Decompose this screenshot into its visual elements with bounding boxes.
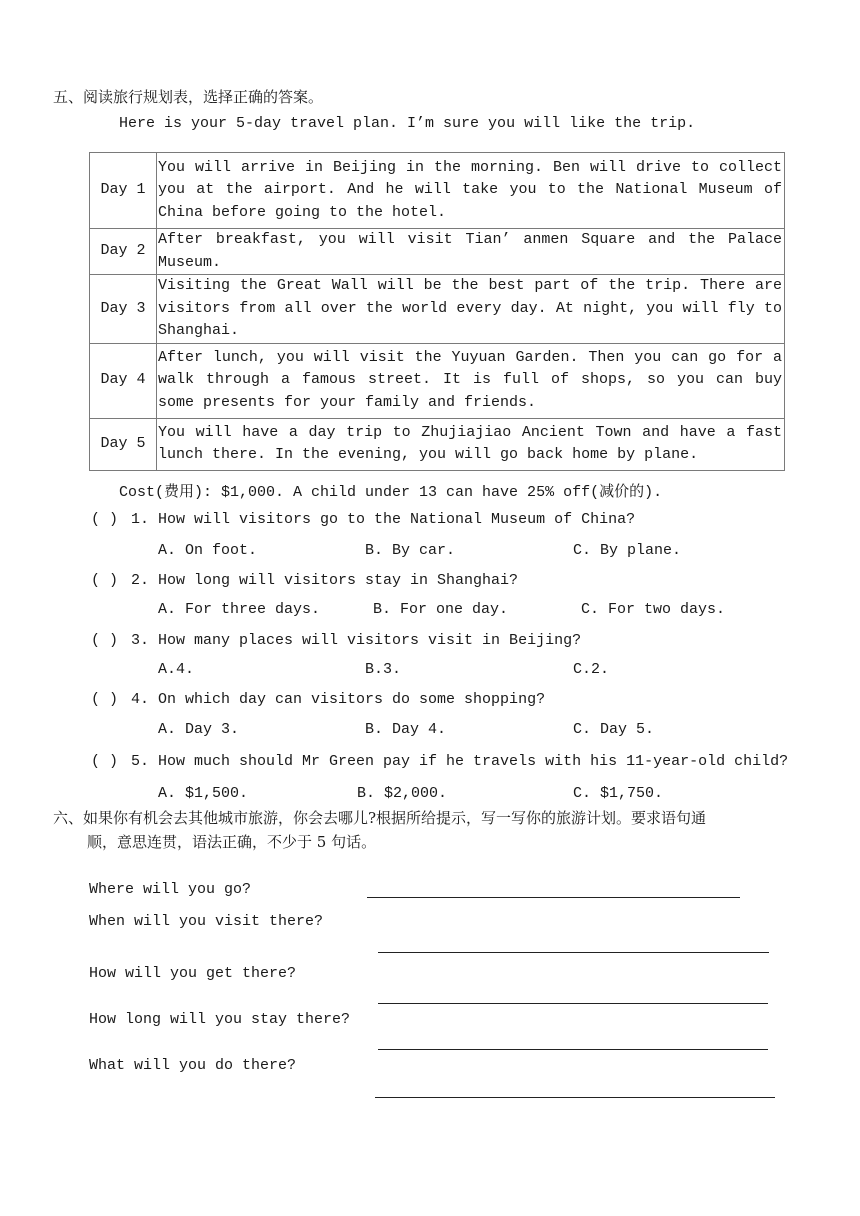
option-b: B. Day 4. <box>365 721 447 738</box>
table-row <box>90 343 785 418</box>
table-row <box>90 418 785 470</box>
option-b: B. By car. <box>365 542 456 559</box>
table-row <box>90 275 785 344</box>
cost-note: Cost(费用): $1,000. A child under 13 can have 25% off(减价的). <box>119 484 663 501</box>
option-a: A. $1,500. <box>158 785 249 802</box>
prompt-where: Where will you go? <box>89 881 252 898</box>
question-text: 1. How will visitors go to the National Museum of China? <box>131 511 636 528</box>
day-cell: Day 5 <box>90 418 157 470</box>
answer-paren[interactable]: ( ) <box>91 572 119 589</box>
option-b: B. $2,000. <box>357 785 448 802</box>
prompt-what: What will you do there? <box>89 1057 297 1074</box>
answer-line[interactable] <box>378 1049 768 1050</box>
option-a: A. For three days. <box>158 601 321 618</box>
plan-cell: Visiting the Great Wall will be the best part of the trip. There are visitors from all over the world every day. At night, you will fly to Shanghai. <box>157 275 785 344</box>
prompt-when: When will you visit there? <box>89 913 324 930</box>
answer-line[interactable] <box>378 1003 768 1004</box>
answer-paren[interactable]: ( ) <box>91 691 119 708</box>
answer-paren[interactable]: ( ) <box>91 632 119 649</box>
plan-cell: After breakfast, you will visit Tian’ anmen Square and the Palace Museum. <box>157 229 785 275</box>
question-text: 5. How much should Mr Green pay if he travels with his 11-year-old child? <box>131 753 789 770</box>
prompt-how: How will you get there? <box>89 965 297 982</box>
day-cell: Day 2 <box>90 229 157 275</box>
option-b: B.3. <box>365 661 402 678</box>
section6-heading-line1: 六、如果你有机会去其他城市旅游，你会去哪儿?根据所给提示，写一写你的旅游计划。要求语句通 <box>53 809 707 827</box>
option-b: B. For one day. <box>373 601 509 618</box>
option-c: C. For two days. <box>581 601 726 618</box>
section5-intro: Here is your 5-day travel plan. I’m sure you will like the trip. <box>119 115 696 132</box>
day-cell: Day 1 <box>90 153 157 229</box>
day-cell: Day 4 <box>90 343 157 418</box>
plan-cell: You will have a day trip to Zhujiajiao Ancient Town and have a fast lunch there. In the evening, you will go back home by plane. <box>157 418 785 470</box>
question-text: 2. How long will visitors stay in Shanghai? <box>131 572 519 589</box>
answer-paren[interactable]: ( ) <box>91 753 119 770</box>
answer-line[interactable] <box>367 897 740 898</box>
option-c: C. $1,750. <box>573 785 664 802</box>
option-c: C. By plane. <box>573 542 682 559</box>
section6-heading-line2: 顺，意思连贯，语法正确，不少于 5 句话。 <box>87 833 377 851</box>
option-a: A. Day 3. <box>158 721 240 738</box>
travel-plan-table <box>89 152 785 471</box>
plan-cell: After lunch, you will visit the Yuyuan Garden. Then you can go for a walk through a famous street. It is full of shops, so you can buy some presents for your family and friends. <box>157 343 785 418</box>
option-a: A. On foot. <box>158 542 258 559</box>
option-c: C.2. <box>573 661 610 678</box>
answer-line[interactable] <box>378 952 769 953</box>
question-text: 3. How many places will visitors visit in Beijing? <box>131 632 582 649</box>
option-a: A.4. <box>158 661 195 678</box>
option-c: C. Day 5. <box>573 721 655 738</box>
plan-cell: You will arrive in Beijing in the morning. Ben will drive to collect you at the airport. And he will take you to the National Museum of China before going to the hotel. <box>157 153 785 229</box>
table-row <box>90 153 785 229</box>
section5-heading: 五、阅读旅行规划表，选择正确的答案。 <box>53 88 324 106</box>
prompt-how-long: How long will you stay there? <box>89 1011 351 1028</box>
table-row <box>90 229 785 275</box>
question-text: 4. On which day can visitors do some shopping? <box>131 691 546 708</box>
answer-paren[interactable]: ( ) <box>91 511 119 528</box>
day-cell: Day 3 <box>90 275 157 344</box>
answer-line[interactable] <box>375 1097 775 1098</box>
